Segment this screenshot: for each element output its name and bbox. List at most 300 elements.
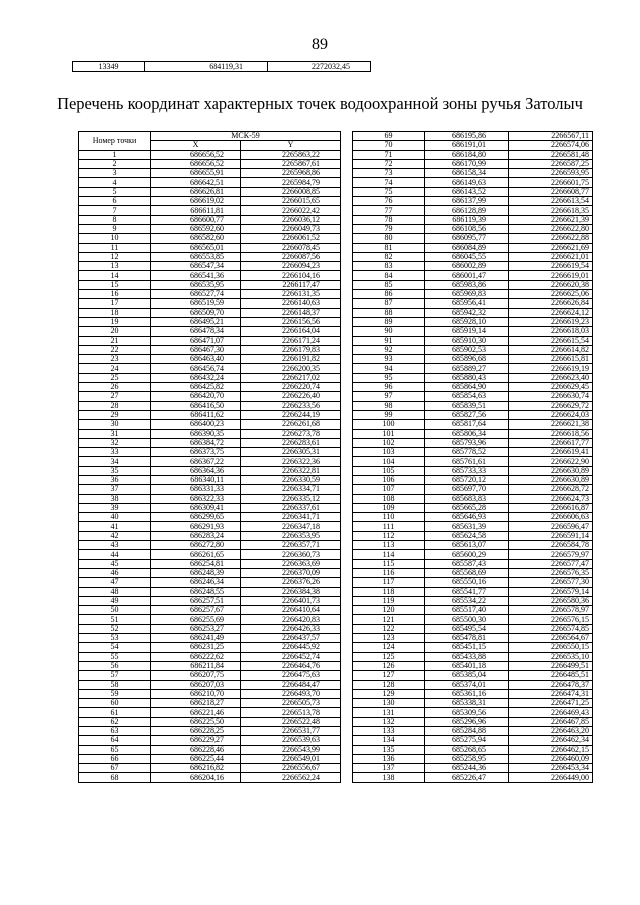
table-row <box>79 262 341 271</box>
point-number-cell: 103 <box>353 448 425 457</box>
table-row <box>353 290 593 299</box>
point-number-cell: 2 <box>79 159 151 168</box>
point-number-cell: 76 <box>353 197 425 206</box>
y-coordinate-cell: 2266376,26 <box>241 578 341 587</box>
point-number-cell: 85 <box>353 280 425 289</box>
table-row <box>353 234 593 243</box>
table-row <box>353 438 593 447</box>
point-number-cell: 46 <box>79 568 151 577</box>
y-coordinate-cell: 2266591,14 <box>509 531 593 540</box>
x-coordinate-cell: 686364,36 <box>151 466 241 475</box>
y-coordinate-cell: 2266608,77 <box>509 187 593 196</box>
x-coordinate-cell: 686222,62 <box>151 652 241 661</box>
y-coordinate-cell: 2266200,35 <box>241 364 341 373</box>
y-coordinate-cell: 2266191,82 <box>241 355 341 364</box>
point-number-cell: 81 <box>353 243 425 252</box>
coordinates-table-right <box>352 131 593 783</box>
point-number-cell: 13349 <box>73 62 145 72</box>
table-row <box>79 661 341 670</box>
table-row <box>353 736 593 745</box>
table-row <box>79 178 341 187</box>
table-row <box>353 383 593 392</box>
table-row <box>79 345 341 354</box>
y-coordinate-cell: 2266353,95 <box>241 531 341 540</box>
table-row <box>353 634 593 643</box>
table-row <box>79 383 341 392</box>
table-row <box>79 652 341 661</box>
y-coordinate-cell: 2266140,63 <box>241 299 341 308</box>
table-row <box>353 708 593 717</box>
y-coordinate-cell: 2266621,69 <box>509 243 593 252</box>
page-number: 89 <box>312 36 328 53</box>
y-coordinate-cell: 2266622,80 <box>509 224 593 233</box>
x-coordinate-cell: 685275,94 <box>425 736 509 745</box>
table-row <box>353 197 593 206</box>
table-row <box>353 559 593 568</box>
y-coordinate-cell: 2266539,63 <box>241 736 341 745</box>
document-title: Перечень координат характерных точек водоохранной зоны ручья Затолыч <box>57 94 583 113</box>
y-coordinate-cell: 2266623,40 <box>509 373 593 382</box>
previous-table-tail <box>72 61 371 72</box>
point-number-cell: 66 <box>79 754 151 763</box>
x-coordinate-cell: 686246,34 <box>151 578 241 587</box>
point-number-cell: 80 <box>353 234 425 243</box>
y-coordinate-cell: 2266630,89 <box>509 466 593 475</box>
point-number-cell: 1 <box>79 150 151 159</box>
x-coordinate-cell: 686158,34 <box>425 169 509 178</box>
y-coordinate-cell: 2266401,73 <box>241 596 341 605</box>
x-coordinate-cell: 685478,81 <box>425 634 509 643</box>
table-row <box>79 206 341 215</box>
table-row <box>353 132 593 141</box>
point-number-header: Номер точки <box>79 132 151 151</box>
table-row <box>79 317 341 326</box>
y-coordinate-cell: 2266156,56 <box>241 317 341 326</box>
x-coordinate-cell: 685587,43 <box>425 559 509 568</box>
y-coordinate-cell: 2266261,68 <box>241 420 341 429</box>
x-coordinate-cell: 686527,74 <box>151 290 241 299</box>
table-row <box>79 364 341 373</box>
x-coordinate-cell: 686400,23 <box>151 420 241 429</box>
table-row <box>79 252 341 261</box>
y-coordinate-cell: 2266148,37 <box>241 308 341 317</box>
point-number-cell: 95 <box>353 373 425 382</box>
point-number-cell: 89 <box>353 317 425 326</box>
table-row <box>79 290 341 299</box>
y-coordinate-cell: 2266087,56 <box>241 252 341 261</box>
point-number-cell: 8 <box>79 215 151 224</box>
point-number-cell: 126 <box>353 661 425 670</box>
x-coordinate-cell: 686119,39 <box>425 215 509 224</box>
x-coordinate-cell: 685817,64 <box>425 420 509 429</box>
x-coordinate-cell: 686231,25 <box>151 643 241 652</box>
x-coordinate-cell: 686467,30 <box>151 345 241 354</box>
x-coordinate-cell: 685600,29 <box>425 550 509 559</box>
y-coordinate-cell: 2266164,04 <box>241 327 341 336</box>
y-coordinate-cell: 2266596,47 <box>509 522 593 531</box>
point-number-cell: 127 <box>353 671 425 680</box>
y-coordinate-cell: 2266629,72 <box>509 401 593 410</box>
point-number-cell: 26 <box>79 383 151 392</box>
point-number-cell: 10 <box>79 234 151 243</box>
point-number-cell: 37 <box>79 485 151 494</box>
x-coordinate-cell: 686149,63 <box>425 178 509 187</box>
x-coordinate-cell: 685839,51 <box>425 401 509 410</box>
table-row <box>353 187 593 196</box>
y-coordinate-cell: 2266347,18 <box>241 522 341 531</box>
table-row <box>353 578 593 587</box>
x-coordinate-cell: 686340,11 <box>151 475 241 484</box>
point-number-cell: 53 <box>79 634 151 643</box>
table-row <box>79 699 341 708</box>
point-number-cell: 70 <box>353 141 425 150</box>
point-number-cell: 33 <box>79 448 151 457</box>
point-number-cell: 93 <box>353 355 425 364</box>
y-coordinate-cell: 2266462,34 <box>509 736 593 745</box>
y-coordinate-cell: 2266485,51 <box>509 671 593 680</box>
point-number-cell: 12 <box>79 252 151 261</box>
x-coordinate-cell: 686565,01 <box>151 243 241 252</box>
x-coordinate-cell: 685919,14 <box>425 327 509 336</box>
x-coordinate-cell: 686229,27 <box>151 736 241 745</box>
x-coordinate-cell: 685864,90 <box>425 383 509 392</box>
x-coordinate-cell: 686611,81 <box>151 206 241 215</box>
point-number-cell: 61 <box>79 708 151 717</box>
table-row <box>79 624 341 633</box>
table-row <box>79 671 341 680</box>
coordinates-table-left <box>78 131 341 783</box>
table-row <box>353 596 593 605</box>
y-coordinate-cell: 2266616,87 <box>509 503 593 512</box>
table-row <box>79 717 341 726</box>
point-number-cell: 116 <box>353 568 425 577</box>
y-coordinate-cell: 2266617,77 <box>509 438 593 447</box>
point-number-cell: 130 <box>353 699 425 708</box>
table-row <box>353 262 593 271</box>
x-coordinate-cell: 685646,93 <box>425 513 509 522</box>
point-number-cell: 54 <box>79 643 151 652</box>
table-row <box>353 457 593 466</box>
table-row <box>353 541 593 550</box>
y-coordinate-cell: 2266613,54 <box>509 197 593 206</box>
y-coordinate-cell: 2266449,00 <box>509 773 593 782</box>
point-number-cell: 96 <box>353 383 425 392</box>
x-coordinate-cell: 686225,50 <box>151 717 241 726</box>
y-coordinate-cell: 2266233,56 <box>241 401 341 410</box>
table-row <box>353 355 593 364</box>
point-number-cell: 18 <box>79 308 151 317</box>
table-row <box>79 169 341 178</box>
table-row <box>79 745 341 754</box>
table-row <box>73 62 371 72</box>
table-row <box>353 364 593 373</box>
table-row <box>353 299 593 308</box>
y-coordinate-cell: 2266499,51 <box>509 661 593 670</box>
point-number-cell: 51 <box>79 615 151 624</box>
x-coordinate-cell: 685495,54 <box>425 624 509 633</box>
x-coordinate-cell: 686495,21 <box>151 317 241 326</box>
point-number-cell: 87 <box>353 299 425 308</box>
y-coordinate-cell: 2266420,83 <box>241 615 341 624</box>
x-coordinate-cell: 685296,96 <box>425 717 509 726</box>
y-coordinate-cell: 2266625,06 <box>509 290 593 299</box>
y-coordinate-cell: 2266622,88 <box>509 234 593 243</box>
table-row <box>79 215 341 224</box>
x-coordinate-cell: 686228,25 <box>151 727 241 736</box>
y-coordinate-cell: 2266624,12 <box>509 308 593 317</box>
table-row <box>353 252 593 261</box>
y-coordinate-cell: 2266615,54 <box>509 336 593 345</box>
y-coordinate-cell: 2266624,73 <box>509 494 593 503</box>
right-table-body <box>353 132 593 783</box>
table-row <box>353 410 593 419</box>
point-number-cell: 65 <box>79 745 151 754</box>
y-coordinate-cell: 2266574,85 <box>509 624 593 633</box>
y-coordinate-cell: 2266094,23 <box>241 262 341 271</box>
y-coordinate-cell: 2266624,03 <box>509 410 593 419</box>
point-number-cell: 25 <box>79 373 151 382</box>
x-coordinate-cell: 684119,31 <box>145 62 268 72</box>
x-coordinate-cell: 686255,69 <box>151 615 241 624</box>
x-coordinate-cell: 686432,24 <box>151 373 241 382</box>
x-coordinate-cell: 686592,60 <box>151 224 241 233</box>
x-coordinate-cell: 686257,51 <box>151 596 241 605</box>
y-coordinate-cell: 2266462,15 <box>509 745 593 754</box>
point-number-cell: 17 <box>79 299 151 308</box>
y-coordinate-cell: 2266330,59 <box>241 475 341 484</box>
point-number-cell: 97 <box>353 392 425 401</box>
y-coordinate-cell: 2266460,09 <box>509 754 593 763</box>
x-coordinate-cell: 685550,16 <box>425 578 509 587</box>
table-row <box>79 513 341 522</box>
point-number-cell: 132 <box>353 717 425 726</box>
y-coordinate-cell: 2266171,24 <box>241 336 341 345</box>
point-number-cell: 9 <box>79 224 151 233</box>
table-row <box>353 392 593 401</box>
x-coordinate-cell: 686253,27 <box>151 624 241 633</box>
x-coordinate-cell: 685374,01 <box>425 680 509 689</box>
y-coordinate-cell: 2266576,15 <box>509 615 593 624</box>
x-coordinate-cell: 685969,83 <box>425 290 509 299</box>
x-coordinate-cell: 685624,58 <box>425 531 509 540</box>
y-coordinate-cell: 2266620,38 <box>509 280 593 289</box>
point-number-cell: 105 <box>353 466 425 475</box>
x-coordinate-cell: 685309,56 <box>425 708 509 717</box>
x-coordinate-cell: 686655,91 <box>151 169 241 178</box>
table-row <box>79 680 341 689</box>
point-number-cell: 42 <box>79 531 151 540</box>
table-row <box>79 475 341 484</box>
x-coordinate-cell: 686619,02 <box>151 197 241 206</box>
table-row <box>79 299 341 308</box>
table-row <box>79 596 341 605</box>
y-coordinate-cell: 2266522,48 <box>241 717 341 726</box>
point-number-cell: 30 <box>79 420 151 429</box>
x-coordinate-cell: 686626,81 <box>151 187 241 196</box>
table-row <box>353 513 593 522</box>
y-coordinate-cell: 2266357,71 <box>241 541 341 550</box>
y-coordinate-cell: 2266531,77 <box>241 727 341 736</box>
point-number-cell: 11 <box>79 243 151 252</box>
x-coordinate-cell: 686656,52 <box>151 159 241 168</box>
y-coordinate-cell: 2266463,20 <box>509 727 593 736</box>
x-coordinate-cell: 685665,28 <box>425 503 509 512</box>
point-number-cell: 119 <box>353 596 425 605</box>
point-number-cell: 28 <box>79 401 151 410</box>
point-number-cell: 136 <box>353 754 425 763</box>
table-row <box>79 754 341 763</box>
y-coordinate-cell: 2266619,41 <box>509 448 593 457</box>
y-coordinate-cell: 2266580,36 <box>509 596 593 605</box>
x-coordinate-cell: 686108,56 <box>425 224 509 233</box>
table-row <box>353 643 593 652</box>
point-number-cell: 78 <box>353 215 425 224</box>
point-number-cell: 98 <box>353 401 425 410</box>
y-header: Y <box>241 141 341 150</box>
y-coordinate-cell: 2266363,69 <box>241 559 341 568</box>
y-coordinate-cell: 2265867,61 <box>241 159 341 168</box>
y-coordinate-cell: 2266567,11 <box>509 132 593 141</box>
y-coordinate-cell: 2266384,38 <box>241 587 341 596</box>
point-number-cell: 128 <box>353 680 425 689</box>
table-row <box>353 327 593 336</box>
y-coordinate-cell: 2266619,01 <box>509 271 593 280</box>
table-row <box>353 773 593 782</box>
point-number-cell: 29 <box>79 410 151 419</box>
x-coordinate-cell: 685778,52 <box>425 448 509 457</box>
y-coordinate-cell: 2266036,12 <box>241 215 341 224</box>
x-coordinate-cell: 686225,44 <box>151 754 241 763</box>
x-coordinate-cell: 686261,65 <box>151 550 241 559</box>
x-coordinate-cell: 686272,80 <box>151 541 241 550</box>
table-row <box>353 615 593 624</box>
point-number-cell: 34 <box>79 457 151 466</box>
table-row <box>79 401 341 410</box>
table-row <box>353 401 593 410</box>
table-row <box>353 448 593 457</box>
point-number-cell: 109 <box>353 503 425 512</box>
x-coordinate-cell: 686416,50 <box>151 401 241 410</box>
x-coordinate-cell: 685720,12 <box>425 475 509 484</box>
point-number-cell: 94 <box>353 364 425 373</box>
table-row <box>79 522 341 531</box>
x-coordinate-cell: 686373,75 <box>151 448 241 457</box>
x-coordinate-cell: 685534,22 <box>425 596 509 605</box>
x-coordinate-cell: 685631,39 <box>425 522 509 531</box>
point-number-cell: 72 <box>353 159 425 168</box>
x-coordinate-cell: 686425,82 <box>151 383 241 392</box>
point-number-cell: 48 <box>79 587 151 596</box>
point-number-cell: 49 <box>79 596 151 605</box>
y-coordinate-cell: 2266061,52 <box>241 234 341 243</box>
table-row <box>79 438 341 447</box>
x-coordinate-cell: 685793,96 <box>425 438 509 447</box>
x-coordinate-cell: 686291,93 <box>151 522 241 531</box>
x-coordinate-cell: 686535,95 <box>151 280 241 289</box>
x-coordinate-cell: 686210,70 <box>151 689 241 698</box>
table-row <box>353 624 593 633</box>
x-coordinate-cell: 686600,77 <box>151 215 241 224</box>
table-row <box>353 652 593 661</box>
table-row <box>353 429 593 438</box>
point-number-cell: 5 <box>79 187 151 196</box>
table-row <box>79 197 341 206</box>
point-number-cell: 55 <box>79 652 151 661</box>
y-coordinate-cell: 2266464,76 <box>241 661 341 670</box>
point-number-cell: 118 <box>353 587 425 596</box>
table-row <box>353 206 593 215</box>
y-coordinate-cell: 2266614,82 <box>509 345 593 354</box>
x-coordinate-cell: 686254,81 <box>151 559 241 568</box>
x-coordinate-cell: 686221,46 <box>151 708 241 717</box>
table-row <box>353 224 593 233</box>
y-coordinate-cell: 2266628,72 <box>509 485 593 494</box>
table-row <box>353 141 593 150</box>
point-number-cell: 77 <box>353 206 425 215</box>
table-row <box>353 568 593 577</box>
x-coordinate-cell: 685613,07 <box>425 541 509 550</box>
y-coordinate-cell: 2272032,45 <box>268 62 371 72</box>
y-coordinate-cell: 2266341,71 <box>241 513 341 522</box>
y-coordinate-cell: 2266437,57 <box>241 634 341 643</box>
point-number-cell: 44 <box>79 550 151 559</box>
y-coordinate-cell: 2266478,37 <box>509 680 593 689</box>
point-number-cell: 117 <box>353 578 425 587</box>
y-coordinate-cell: 2266621,01 <box>509 252 593 261</box>
y-coordinate-cell: 2266505,73 <box>241 699 341 708</box>
point-number-cell: 125 <box>353 652 425 661</box>
point-number-cell: 110 <box>353 513 425 522</box>
y-coordinate-cell: 2266370,09 <box>241 568 341 577</box>
y-coordinate-cell: 2266576,35 <box>509 568 593 577</box>
table-row <box>79 587 341 596</box>
table-row <box>353 550 593 559</box>
x-coordinate-cell: 686456,74 <box>151 364 241 373</box>
y-coordinate-cell: 2266622,90 <box>509 457 593 466</box>
table-row <box>79 578 341 587</box>
point-number-cell: 14 <box>79 271 151 280</box>
x-coordinate-cell: 685268,65 <box>425 745 509 754</box>
table-row <box>353 661 593 670</box>
table-row <box>79 234 341 243</box>
x-coordinate-cell: 686257,67 <box>151 606 241 615</box>
point-number-cell: 79 <box>353 224 425 233</box>
point-number-cell: 68 <box>79 773 151 782</box>
y-coordinate-cell: 2266337,61 <box>241 503 341 512</box>
x-coordinate-cell: 685983,86 <box>425 280 509 289</box>
x-coordinate-cell: 686642,51 <box>151 178 241 187</box>
table-row <box>79 559 341 568</box>
point-number-cell: 62 <box>79 717 151 726</box>
table-row <box>353 336 593 345</box>
table-row <box>79 429 341 438</box>
table-row <box>79 634 341 643</box>
table-row <box>353 420 593 429</box>
x-coordinate-cell: 685761,61 <box>425 457 509 466</box>
point-number-cell: 21 <box>79 336 151 345</box>
table-row <box>353 150 593 159</box>
y-coordinate-cell: 2266629,45 <box>509 383 593 392</box>
x-coordinate-cell: 685541,77 <box>425 587 509 596</box>
x-coordinate-cell: 685451,15 <box>425 643 509 652</box>
table-row <box>353 671 593 680</box>
x-coordinate-cell: 686228,46 <box>151 745 241 754</box>
x-coordinate-cell: 685226,47 <box>425 773 509 782</box>
point-number-cell: 43 <box>79 541 151 550</box>
y-coordinate-cell: 2266334,71 <box>241 485 341 494</box>
y-coordinate-cell: 2266335,12 <box>241 494 341 503</box>
x-coordinate-cell: 685401,18 <box>425 661 509 670</box>
